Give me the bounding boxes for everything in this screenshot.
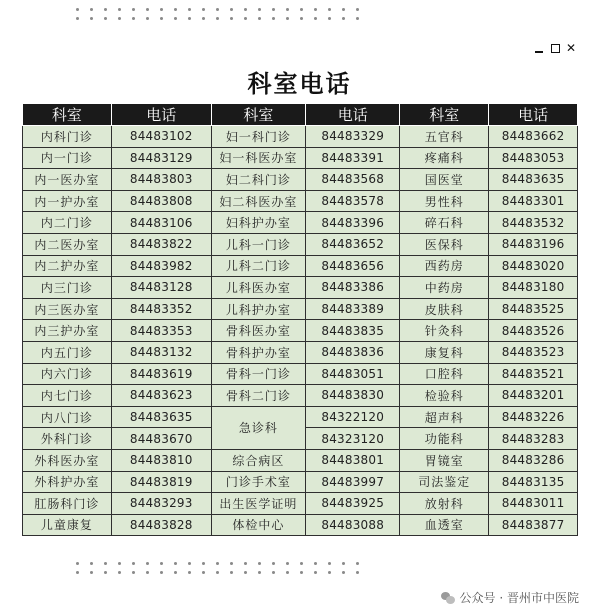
department-cell: 综合病区 [211, 449, 305, 471]
decorative-dot [76, 571, 79, 574]
department-cell: 医保科 [400, 233, 489, 255]
department-cell: 功能科 [400, 428, 489, 450]
decorative-dot [230, 8, 233, 11]
decorative-dot [286, 17, 289, 20]
phone-cell: 84483196 [489, 233, 578, 255]
decorative-dot [216, 571, 219, 574]
phone-cell: 84483828 [111, 514, 211, 536]
phone-cell: 84483011 [489, 493, 578, 515]
decorative-dot [160, 562, 163, 565]
department-cell: 骨科医办室 [211, 320, 305, 342]
phone-cell: 84483925 [306, 493, 400, 515]
department-cell: 儿科护办室 [211, 298, 305, 320]
department-cell: 内二医办室 [23, 233, 112, 255]
decorative-dot [76, 8, 79, 11]
decorative-dot [286, 8, 289, 11]
table-row [23, 277, 578, 299]
decorative-dot [118, 571, 121, 574]
department-cell: 血透室 [400, 514, 489, 536]
table-row [23, 233, 578, 255]
department-cell: 超声科 [400, 406, 489, 428]
column-header-phone: 电话 [306, 104, 400, 126]
table-row [23, 385, 578, 407]
phone-cell: 84483389 [306, 298, 400, 320]
decorative-dot [132, 8, 135, 11]
phone-cell: 84483835 [306, 320, 400, 342]
decorative-dot [174, 8, 177, 11]
table-row [23, 126, 578, 148]
wechat-watermark [441, 589, 579, 606]
decorative-dot [244, 8, 247, 11]
phone-cell: 84483526 [489, 320, 578, 342]
table-row [23, 406, 578, 428]
decorative-dot [76, 17, 79, 20]
department-cell: 外科医办室 [23, 449, 112, 471]
department-cell: 碎石科 [400, 212, 489, 234]
decorative-dot [160, 571, 163, 574]
decorative-dot [188, 8, 191, 11]
table-row [23, 449, 578, 471]
decorative-dot [76, 562, 79, 565]
phone-cell: 84483286 [489, 449, 578, 471]
decorative-dot [104, 8, 107, 11]
department-cell: 胃镜室 [400, 449, 489, 471]
phone-cell: 84483053 [489, 147, 578, 169]
decorative-dot [230, 17, 233, 20]
phone-cell: 84483652 [306, 233, 400, 255]
decorative-dot [300, 562, 303, 565]
department-cell: 妇一科门诊 [211, 126, 305, 148]
phone-cell: 84483129 [111, 147, 211, 169]
department-cell: 内三护办室 [23, 320, 112, 342]
decorative-dot [118, 17, 121, 20]
phone-cell: 84483088 [306, 514, 400, 536]
decorative-dot [146, 8, 149, 11]
department-cell: 肛肠科门诊 [23, 493, 112, 515]
wechat-icon [441, 592, 455, 604]
decorative-dot [216, 8, 219, 11]
decorative-dot [202, 8, 205, 11]
department-cell: 内一门诊 [23, 147, 112, 169]
decorative-dot [146, 571, 149, 574]
decorative-dot [272, 571, 275, 574]
phone-cell: 84483997 [306, 471, 400, 493]
column-header-phone: 电话 [489, 104, 578, 126]
decorative-dot [90, 562, 93, 565]
decorative-dot [300, 8, 303, 11]
department-cell: 体检中心 [211, 514, 305, 536]
decorative-dot [174, 562, 177, 565]
decorative-dot [356, 17, 359, 20]
decorative-dot [342, 17, 345, 20]
phone-cell: 84483656 [306, 255, 400, 277]
department-cell: 内一护办室 [23, 190, 112, 212]
decorative-dot [258, 8, 261, 11]
phone-cell: 84483635 [111, 406, 211, 428]
phone-cell: 84483135 [489, 471, 578, 493]
phone-cell: 84483386 [306, 277, 400, 299]
decorative-dot [356, 8, 359, 11]
decorative-dot [342, 571, 345, 574]
phone-cell: 84483810 [111, 449, 211, 471]
phone-directory-table [22, 103, 578, 536]
department-cell: 疼痛科 [400, 147, 489, 169]
phone-cell: 84483396 [306, 212, 400, 234]
decorative-dot [272, 17, 275, 20]
department-cell: 司法鉴定 [400, 471, 489, 493]
department-cell: 检验科 [400, 385, 489, 407]
table-row [23, 255, 578, 277]
decorative-dot [188, 17, 191, 20]
decorative-dot [258, 17, 261, 20]
decorative-dot [216, 562, 219, 565]
table-row [23, 190, 578, 212]
department-cell: 妇一科医办室 [211, 147, 305, 169]
department-cell: 内七门诊 [23, 385, 112, 407]
close-icon[interactable]: ✕ [565, 41, 577, 55]
decorative-dot [356, 562, 359, 565]
department-cell: 儿科一门诊 [211, 233, 305, 255]
table-row [23, 471, 578, 493]
department-cell: 内五门诊 [23, 341, 112, 363]
table-row [23, 514, 578, 536]
department-cell: 妇二科门诊 [211, 169, 305, 191]
decorative-dot [118, 8, 121, 11]
table-row [23, 493, 578, 515]
table-row [23, 363, 578, 385]
department-cell: 急诊科 [211, 406, 305, 449]
phone-cell: 84483819 [111, 471, 211, 493]
decorative-dot [328, 17, 331, 20]
department-cell: 骨科护办室 [211, 341, 305, 363]
department-cell: 皮肤科 [400, 298, 489, 320]
phone-cell: 84322120 [306, 406, 400, 428]
phone-cell: 84483982 [111, 255, 211, 277]
decorative-dot [244, 571, 247, 574]
minimize-icon[interactable] [533, 42, 545, 54]
decorative-dot [272, 562, 275, 565]
decorative-dot [300, 571, 303, 574]
decorative-dot [258, 571, 261, 574]
phone-cell: 84483301 [489, 190, 578, 212]
department-cell: 内三医办室 [23, 298, 112, 320]
table-row [23, 169, 578, 191]
decorative-dot [258, 562, 261, 565]
phone-cell: 84483523 [489, 341, 578, 363]
decorative-dot [230, 571, 233, 574]
phone-cell: 84483662 [489, 126, 578, 148]
decorative-dot [202, 562, 205, 565]
department-cell: 国医堂 [400, 169, 489, 191]
decorative-dot [132, 571, 135, 574]
decorative-dot [244, 562, 247, 565]
decorative-dot [328, 562, 331, 565]
table-row [23, 212, 578, 234]
department-cell: 骨科二门诊 [211, 385, 305, 407]
department-cell: 妇科护办室 [211, 212, 305, 234]
phone-cell: 84483293 [111, 493, 211, 515]
decorative-dot [90, 17, 93, 20]
phone-cell: 84483391 [306, 147, 400, 169]
phone-cell: 84483226 [489, 406, 578, 428]
phone-cell: 84483102 [111, 126, 211, 148]
phone-cell: 84483353 [111, 320, 211, 342]
phone-cell: 84483532 [489, 212, 578, 234]
decorative-dot [202, 17, 205, 20]
watermark-text: 公众号 · 晋州市中医院 [459, 591, 579, 605]
decorative-dot [216, 17, 219, 20]
decorative-dot [342, 562, 345, 565]
decorative-dot [244, 17, 247, 20]
phone-cell: 84483525 [489, 298, 578, 320]
department-cell: 针灸科 [400, 320, 489, 342]
decorative-dot [314, 562, 317, 565]
decorative-dot [300, 17, 303, 20]
decorative-dot [104, 562, 107, 565]
decorative-dot [342, 8, 345, 11]
phone-cell: 84483670 [111, 428, 211, 450]
decorative-dot [314, 8, 317, 11]
column-header-department: 科室 [211, 104, 305, 126]
department-cell: 内六门诊 [23, 363, 112, 385]
department-cell: 儿科医办室 [211, 277, 305, 299]
phone-cell: 84483352 [111, 298, 211, 320]
phone-cell: 84483106 [111, 212, 211, 234]
department-cell: 内三门诊 [23, 277, 112, 299]
page-title: 科室电话 [247, 69, 352, 98]
phone-cell: 84483132 [111, 341, 211, 363]
decorative-dot [90, 571, 93, 574]
department-cell: 五官科 [400, 126, 489, 148]
department-cell: 儿童康复 [23, 514, 112, 536]
decorative-dot [174, 571, 177, 574]
decorative-dot [314, 17, 317, 20]
department-cell: 骨科一门诊 [211, 363, 305, 385]
decorative-dots-top [76, 8, 364, 20]
phone-cell: 84483521 [489, 363, 578, 385]
phone-cell: 84483568 [306, 169, 400, 191]
decorative-dot [314, 571, 317, 574]
phone-cell: 84483020 [489, 255, 578, 277]
maximize-icon[interactable] [549, 42, 561, 54]
decorative-dot [146, 17, 149, 20]
phone-cell: 84483051 [306, 363, 400, 385]
decorative-dot [160, 8, 163, 11]
department-cell: 内二护办室 [23, 255, 112, 277]
department-cell: 男性科 [400, 190, 489, 212]
department-cell: 内二门诊 [23, 212, 112, 234]
decorative-dot [132, 562, 135, 565]
table-header-row [23, 104, 578, 126]
decorative-dot [188, 571, 191, 574]
column-header-department: 科室 [400, 104, 489, 126]
phone-cell: 84483801 [306, 449, 400, 471]
department-cell: 康复科 [400, 341, 489, 363]
phone-cell: 84323120 [306, 428, 400, 450]
decorative-dot [202, 571, 205, 574]
department-cell: 外科护办室 [23, 471, 112, 493]
department-cell: 西药房 [400, 255, 489, 277]
decorative-dot [328, 8, 331, 11]
column-header-phone: 电话 [111, 104, 211, 126]
phone-cell: 84483836 [306, 341, 400, 363]
department-cell: 妇二科医办室 [211, 190, 305, 212]
phone-cell: 84483619 [111, 363, 211, 385]
phone-cell: 84483128 [111, 277, 211, 299]
phone-cell: 84483578 [306, 190, 400, 212]
decorative-dots-bottom [76, 562, 364, 574]
table-row [23, 320, 578, 342]
phone-cell: 84483808 [111, 190, 211, 212]
department-cell: 内一医办室 [23, 169, 112, 191]
phone-cell: 84483201 [489, 385, 578, 407]
department-cell: 儿科二门诊 [211, 255, 305, 277]
phone-cell: 84483830 [306, 385, 400, 407]
department-cell: 口腔科 [400, 363, 489, 385]
department-cell: 中药房 [400, 277, 489, 299]
decorative-dot [356, 571, 359, 574]
decorative-dot [90, 8, 93, 11]
department-cell: 外科门诊 [23, 428, 112, 450]
table-row [23, 147, 578, 169]
decorative-dot [118, 562, 121, 565]
phone-cell: 84483623 [111, 385, 211, 407]
decorative-dot [104, 571, 107, 574]
table-row [23, 341, 578, 363]
phone-cell: 84483822 [111, 233, 211, 255]
department-cell: 门诊手术室 [211, 471, 305, 493]
department-cell: 内八门诊 [23, 406, 112, 428]
phone-cell: 84483635 [489, 169, 578, 191]
decorative-dot [104, 17, 107, 20]
phone-cell: 84483803 [111, 169, 211, 191]
decorative-dot [286, 562, 289, 565]
department-cell: 出生医学证明 [211, 493, 305, 515]
column-header-department: 科室 [23, 104, 112, 126]
table-row [23, 298, 578, 320]
decorative-dot [272, 8, 275, 11]
decorative-dot [160, 17, 163, 20]
decorative-dot [230, 562, 233, 565]
department-cell: 放射科 [400, 493, 489, 515]
decorative-dot [146, 562, 149, 565]
phone-cell: 84483180 [489, 277, 578, 299]
phone-cell: 84483877 [489, 514, 578, 536]
decorative-dot [328, 571, 331, 574]
decorative-dot [132, 17, 135, 20]
department-cell: 内科门诊 [23, 126, 112, 148]
decorative-dot [286, 571, 289, 574]
phone-cell: 84483283 [489, 428, 578, 450]
decorative-dot [188, 562, 191, 565]
phone-cell: 84483329 [306, 126, 400, 148]
window-controls [533, 42, 577, 54]
decorative-dot [174, 17, 177, 20]
